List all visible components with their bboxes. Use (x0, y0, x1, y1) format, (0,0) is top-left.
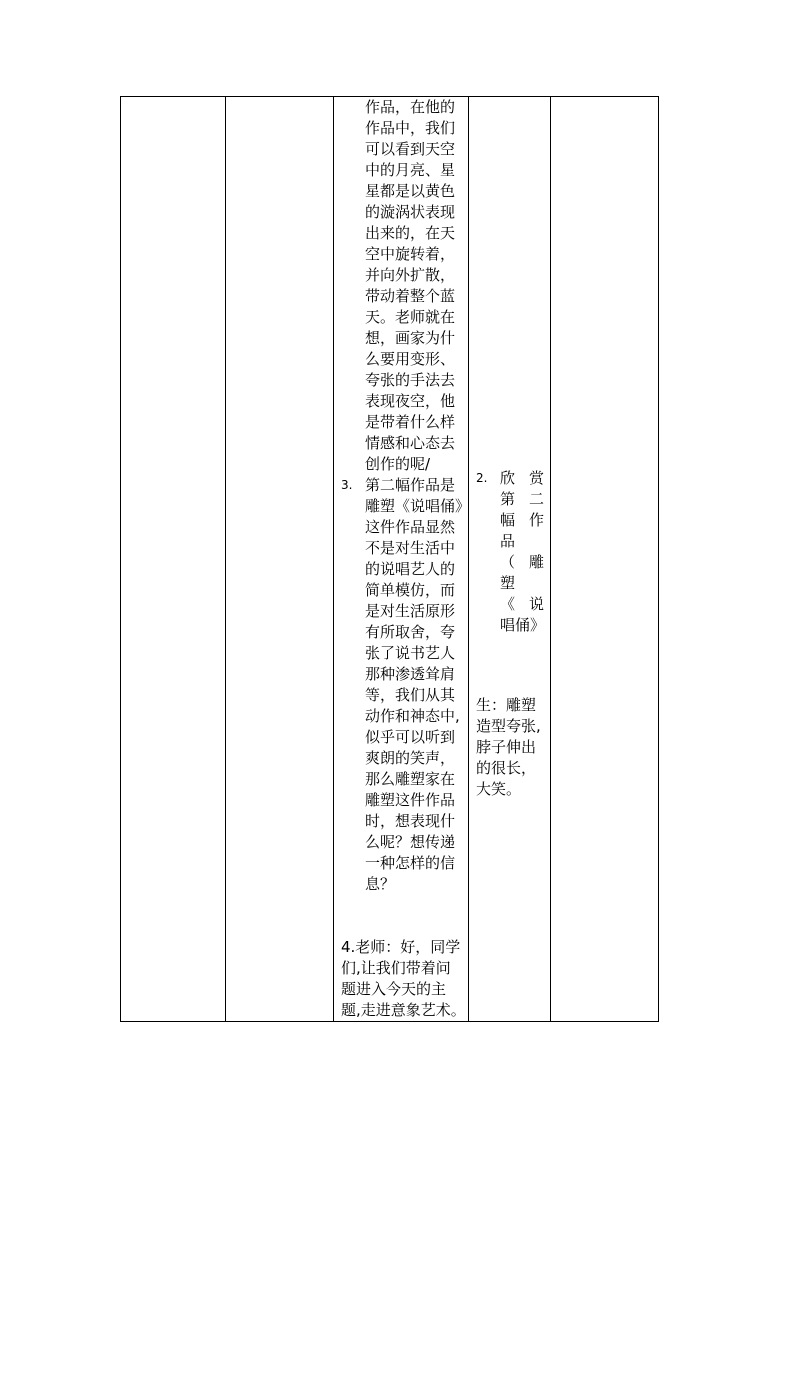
text-line: 生：雕塑 (476, 696, 537, 714)
text-line: 大笑。 (476, 780, 522, 798)
text-line: 么要用变形、 (365, 350, 456, 368)
text-line: 么呢？想传递 (365, 833, 456, 851)
text-line: 并向外扩散， (365, 266, 456, 284)
text-line: 星都是以黄色 (365, 182, 456, 200)
text-line: 表现夜空，他 (365, 392, 456, 410)
table-cell-teacher-activity (334, 97, 469, 1022)
text-line: 中的月亮、星 (365, 161, 456, 179)
item-number: 2. (476, 471, 488, 485)
text-line: 时，想表现什 (365, 812, 456, 830)
text-line: 塑 (500, 574, 516, 592)
text-line: 《 说 (500, 595, 544, 613)
text-line: 不是对生活中 (365, 539, 456, 557)
text-line: 张了说书艺人 (365, 644, 456, 662)
text-line: 雕塑这件作品 (365, 791, 456, 809)
text-line: 那么雕塑家在 (365, 770, 456, 788)
text-line: 脖子伸出 (476, 738, 537, 756)
text-line: 那种渗透耸肩 (365, 665, 456, 683)
text-line: 们,让我们带着问 (341, 959, 451, 977)
text-line: 等，我们从其 (365, 686, 456, 704)
item-number: 3. (341, 478, 353, 492)
text-line: 似乎可以听到 (365, 728, 456, 746)
text-line: 幅 作 (500, 511, 544, 529)
text-line: 爽朗的笑声， (365, 749, 456, 767)
text-line: 创作的呢/ (365, 455, 431, 473)
text-line: 作品中，我们 (365, 119, 456, 137)
text-line: 唱俑》 (500, 616, 546, 634)
text-line: 可以看到天空 (365, 140, 456, 158)
teacher-para-painting (334, 97, 468, 475)
table-cell-student-activity (469, 97, 551, 1022)
text-line: 出来的，在天 (365, 224, 456, 242)
text-line: 是对生活原形 (365, 602, 456, 620)
text-line: 天。老师就在 (365, 308, 456, 326)
text-line: 空中旋转着， (365, 245, 456, 263)
text-line: 动作和神态中, (365, 707, 460, 725)
text-line: 有所取舍，夸 (365, 623, 456, 641)
text-line: 一种怎样的信 (365, 854, 456, 872)
teacher-item-3 (334, 475, 471, 895)
table-cell-col1 (121, 97, 226, 1022)
table-cell-col5 (551, 97, 659, 1022)
text-line: 的很长， (476, 759, 537, 777)
text-line: （ 雕 (500, 553, 544, 571)
text-line: 欣 赏 (500, 469, 544, 487)
text-line: 的说唱艺人的 (365, 560, 456, 578)
teacher-item-4 (334, 937, 468, 1021)
text-line: 第二幅作品是 (365, 476, 456, 494)
text-line: 夸张的手法去 (365, 371, 456, 389)
text-line: 品 (500, 532, 516, 550)
text-line: 这件作品显然 (365, 518, 456, 536)
text-line: 题进入今天的主 (341, 980, 447, 998)
text-line: 简单模仿，而 (365, 581, 456, 599)
text-line: 造型夸张, (476, 717, 541, 735)
table-cell-col2 (226, 97, 334, 1022)
student-item-2 (469, 468, 550, 636)
text-line: 想，画家为什 (365, 329, 456, 347)
text-line: 带动着整个蓝 (365, 287, 456, 305)
text-line: 作品，在他的 (365, 98, 456, 116)
student-answer (469, 695, 550, 800)
table-row (121, 97, 659, 1022)
lesson-plan-table (120, 96, 659, 1022)
text-line: 4.老师：好，同学 (341, 938, 461, 956)
text-line: 题,走进意象艺术。 (341, 1001, 466, 1019)
text-line: 是带着什么样 (365, 413, 456, 431)
text-line: 息？ (365, 875, 396, 893)
text-line: 第 二 (500, 490, 544, 508)
text-line: 雕塑《说唱俑》 (365, 497, 471, 515)
text-line: 的漩涡状表现 (365, 203, 456, 221)
text-line: 情感和心态去 (365, 434, 456, 452)
